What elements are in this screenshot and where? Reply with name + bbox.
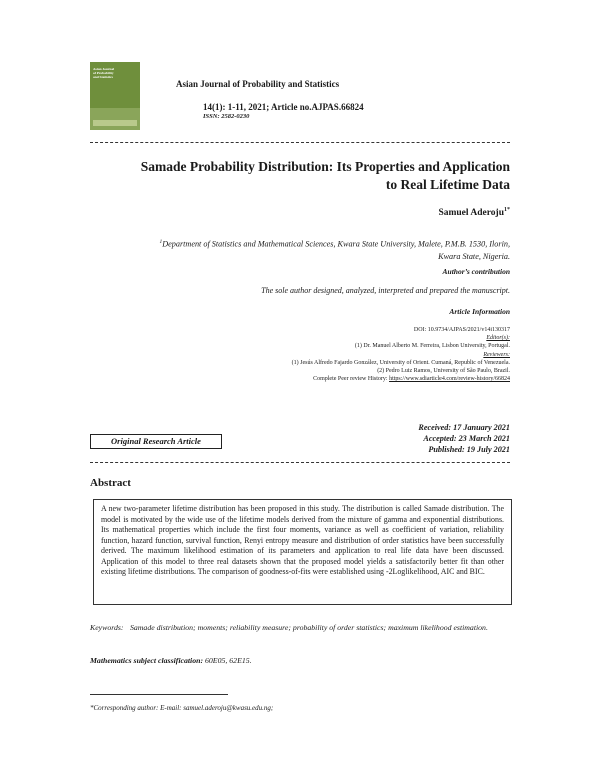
editor-label: Editor(s): [486,335,510,342]
reviewer-1: (1) Jesús Alfredo Fajardo González, University of Orient. Cumaná, Republic of Venezuela. [291,359,510,366]
reviewer-2: (2) Pedro Luiz Ramos, University of São Paulo, Brazil. [377,368,510,375]
affiliation-line-1: Department of Statistics and Mathematical Sciences, Kwara State University, Malete, P.M.B. 1530, Ilorin, [162,239,510,249]
article-title [90,158,510,194]
editor: (1) Dr. Manuel Alberto M. Ferreira, Lisbon University, Portugal. [354,343,510,350]
volume-line: 14(1): 1-11, 2021; Article no.AJPAS.66824 [203,102,364,112]
author-superscript: 1* [504,207,510,213]
reviewers-label: Reviewers: [483,351,510,358]
published-date: Published: 19 July 2021 [428,445,510,454]
title-line-2: to Real Lifetime Data [385,177,510,192]
msc-label: Mathematics subject classification: [90,656,204,665]
publication-dates [418,422,510,455]
article-info-heading: Article Information [449,307,510,316]
affiliation-superscript: 1 [159,239,163,245]
subject-classification [90,656,252,665]
issn: ISSN: 2582-0230 [203,113,250,120]
title-line-1: Samade Probability Distribution: Its Properties and Application [140,159,510,174]
review-history-link[interactable]: https://www.sdiarticle4.com/review-history/66824 [389,376,510,383]
section-divider [90,462,510,463]
article-type-badge: Original Research Article [90,434,222,449]
msc-codes: 60E05, 62E15. [203,656,252,665]
article-info-block [90,326,510,383]
received-date: Received: 17 January 2021 [418,423,510,432]
history-label: Complete Peer review History: [313,376,390,383]
footnote-divider [90,694,228,695]
journal-cover-text: Asian Journal of Probability and Statistics [93,67,115,79]
contribution-text: The sole author designed, analyzed, interpreted and prepared the manuscript. [261,286,510,295]
abstract-heading: Abstract [90,477,131,489]
keywords-label: Keywords: [90,623,124,632]
keywords [90,622,510,633]
corresponding-author-footnote: *Corresponding author: E-mail: samuel.aderoju@kwasu.edu.ng; [90,704,274,712]
contribution-heading: Author’s contribution [442,267,510,276]
accepted-date: Accepted: 23 March 2021 [423,434,510,443]
abstract-text: A new two-parameter lifetime distribution has been proposed in this study. The distribution is called Samade distribution. The model is motivated by the wide use of the lifetime models derived from the mixture of gamma and exponential distributions. Its mathematical properties which include the first four moments, variance as well as coefficient of variation, reliability function, hazard function, survival function, Renyi entropy measure and distribution of order statistics have been successfully derived. The maximum likelihood estimation of its parameters and application to real life data have been discussed. Application of this model to three real datasets shown that the proposed model yields a satisfactorily better fit than other existing lifetime distributions. The comparison of goodness-of-fits were established using -2Loglikelihood, AIC and BIC. [93,499,512,605]
journal-name: Asian Journal of Probability and Statistics [176,79,340,89]
author-name: Samuel Aderoju$^{1*}$ [438,207,510,219]
doi: DOI: 10.9734/AJPAS/2021/v14i130317 [413,327,510,333]
journal-cover-image [90,62,140,130]
affiliation [90,236,510,263]
keywords-text: Samade distribution; moments; reliability measure; probability of order statistics; maximum likelihood estimation. [130,623,488,632]
header-divider [90,142,510,143]
affiliation-line-2: Kwara State, Nigeria. [438,251,510,261]
